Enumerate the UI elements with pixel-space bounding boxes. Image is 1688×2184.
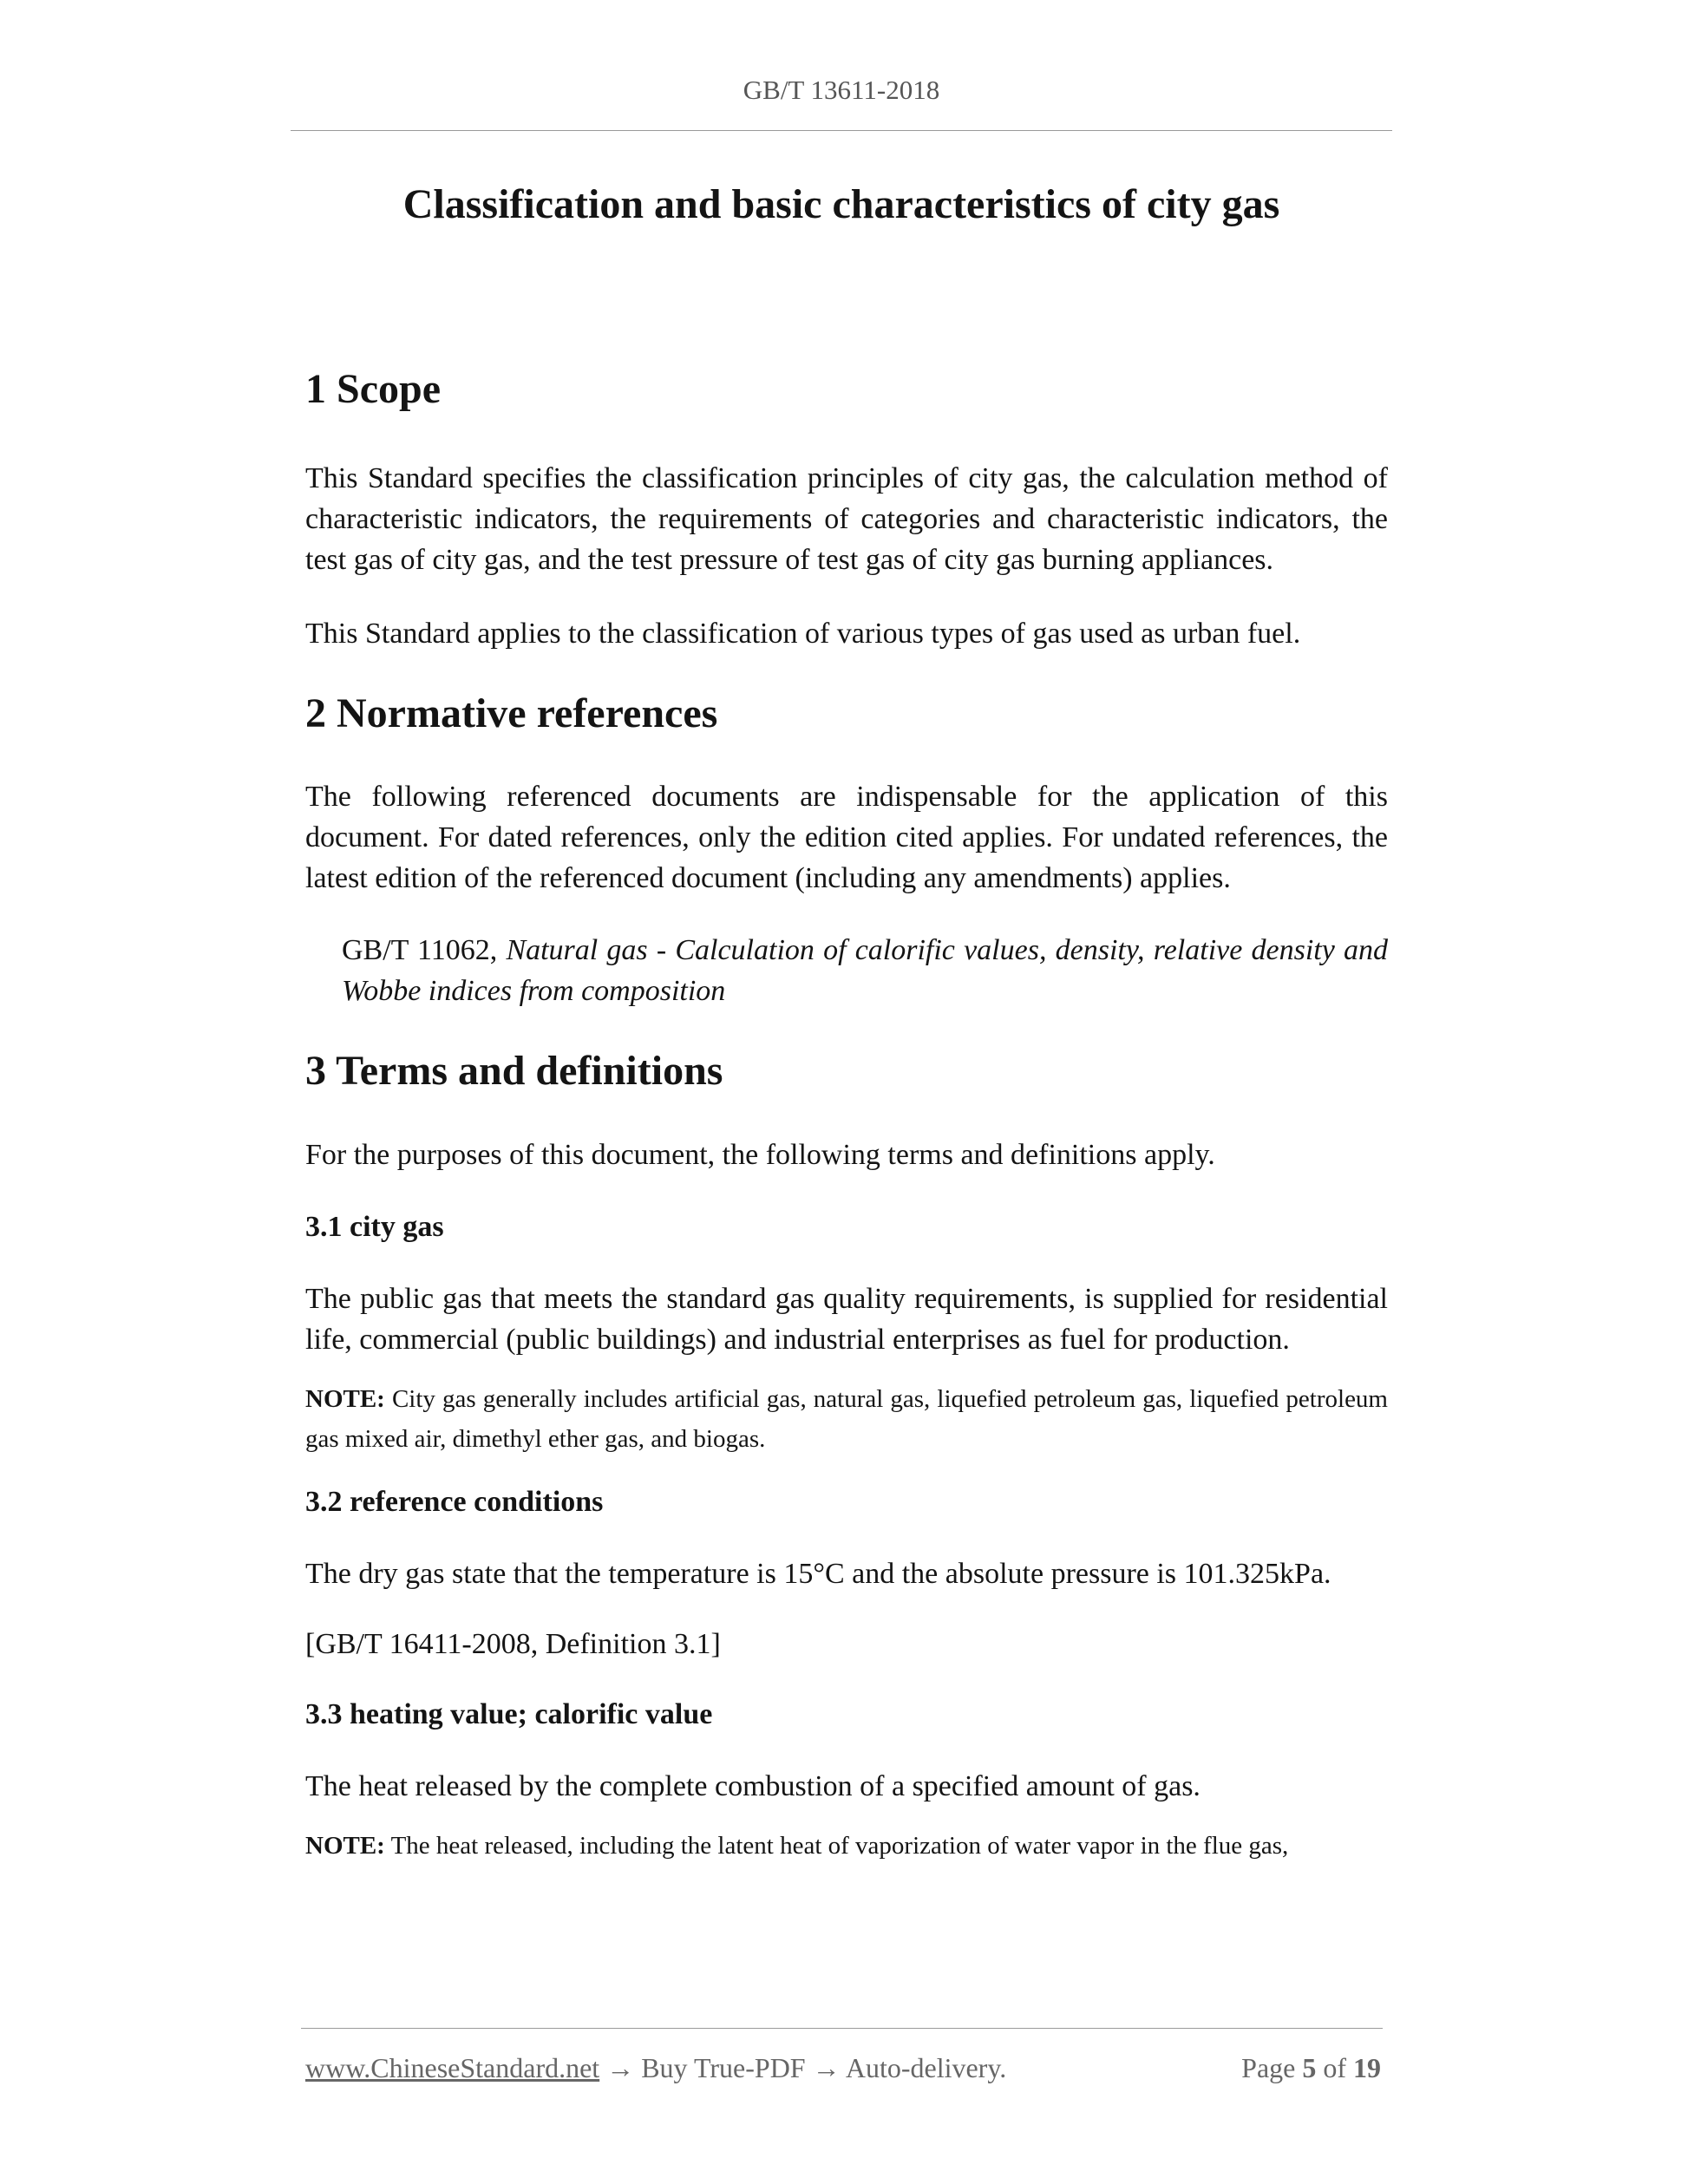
- note-text: City gas generally includes artificial gas, natural gas, liquefied petroleum gas, liquefied petroleum gas mixed air, dimethyl ether gas, and biogas.: [305, 1384, 1388, 1453]
- normative-references-paragraph: The following referenced documents are indispensable for the application of this document. For dated references, only the edition cited applies. For undated references, the latest edition of the referenced document (including any amendments) applies.: [305, 781, 1388, 895]
- terms-intro: For the purposes of this document, the following terms and definitions apply.: [305, 1138, 1215, 1171]
- page-indicator: [1241, 2052, 1381, 2084]
- note-label: NOTE:: [305, 1831, 385, 1860]
- reference-title: Natural gas - Calculation of calorific values, density, relative density and Wobbe indices from composition: [342, 934, 1388, 1008]
- note-label: NOTE:: [305, 1384, 385, 1413]
- footer-links: [305, 2052, 1006, 2084]
- note-city-gas: [305, 1379, 1388, 1459]
- arrow-right-icon: →: [805, 2052, 846, 2083]
- running-header: GB/T 13611-2018: [743, 75, 940, 105]
- term-title-heating-value: 3.3 heating value; calorific value: [305, 1697, 713, 1730]
- page-label: Page: [1241, 2052, 1303, 2083]
- buy-pdf-text: Buy True-PDF: [641, 2052, 806, 2083]
- header-divider: [291, 130, 1392, 131]
- page-number: 5: [1302, 2052, 1317, 2083]
- term-source-reference-conditions: [GB/T 16411-2008, Definition 3.1]: [305, 1627, 721, 1660]
- scope-paragraph-1: This Standard specifies the classification principles of city gas, the calculation method of characteristic indicators, the requirements of categories and characteristic indicators, the test gas of city gas, and the test pressure of test gas of city gas burning appliances.: [305, 461, 1388, 576]
- arrow-right-icon: →: [599, 2052, 642, 2083]
- of-label: of: [1316, 2052, 1353, 2083]
- footer-divider: [301, 2028, 1383, 2029]
- scope-paragraph-2: This Standard applies to the classification of various types of gas used as urban fuel.: [305, 617, 1301, 650]
- document-body: [305, 364, 1388, 1866]
- note-heating-value: [305, 1826, 1388, 1866]
- term-definition-reference-conditions: The dry gas state that the temperature is 15°C and the absolute pressure is 101.325kPa.: [305, 1557, 1331, 1590]
- note-text: The heat released, including the latent heat of vaporization of water vapor in the flue gas,: [384, 1831, 1289, 1860]
- document-title: Classification and basic characteristics of city gas: [402, 181, 1280, 227]
- term-title-reference-conditions: 3.2 reference conditions: [305, 1485, 604, 1518]
- section-heading-terms-definitions: 3 Terms and definitions: [305, 1048, 723, 1095]
- reference-entry: [305, 930, 1388, 1011]
- section-heading-scope: 1 Scope: [305, 366, 441, 412]
- section-heading-normative-references: 2 Normative references: [305, 690, 718, 736]
- website-link[interactable]: www.ChineseStandard.net: [305, 2052, 600, 2083]
- term-title-city-gas: 3.1 city gas: [305, 1210, 444, 1243]
- auto-delivery-text: Auto-delivery.: [845, 2052, 1007, 2083]
- term-definition-city-gas: The public gas that meets the standard gas quality requirements, is supplied for residential life, commercial (public buildings) and industrial enterprises as fuel for production.: [305, 1282, 1388, 1356]
- total-pages: 19: [1353, 2052, 1381, 2083]
- reference-code: GB/T 11062,: [342, 934, 507, 967]
- term-definition-heating-value: The heat released by the complete combustion of a specified amount of gas.: [305, 1769, 1201, 1802]
